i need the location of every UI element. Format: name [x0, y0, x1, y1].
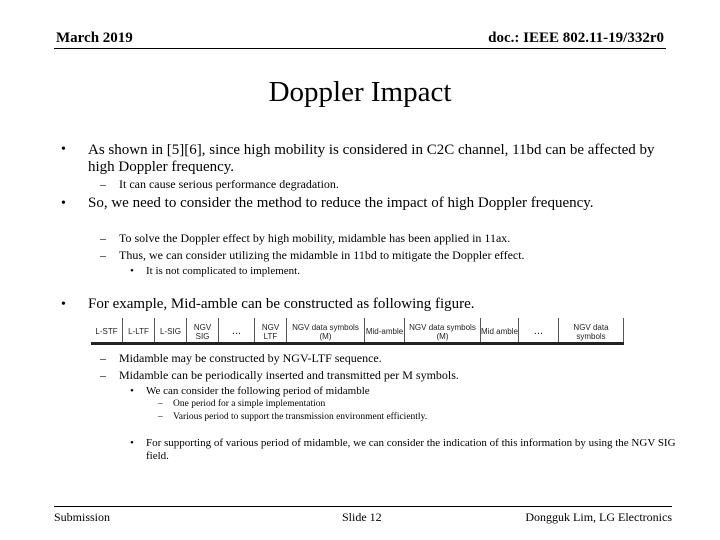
bullet-2-sub-2: Thus, we can consider utilizing the midamble in 11bd to mitigate the Doppler effect. — [119, 248, 525, 262]
bullet-marker: • — [130, 437, 134, 449]
bullet-3-sub4-2: Various period to support the transmission environment efficiently. — [173, 412, 428, 422]
bullet-3-sub3-2: For supporting of various period of midamble, we can consider the indication of this information by using the NGV SIG field. — [146, 437, 676, 462]
field-l-ltf: L-LTF — [123, 318, 155, 345]
dash-marker: – — [158, 412, 163, 422]
bullet-1-text: As shown in [5][6], since high mobility is considered in C2C channel, 11bd can be affected by high Doppler frequency. — [88, 142, 655, 175]
bullet-marker: • — [61, 297, 66, 312]
dash-marker: – — [100, 368, 106, 382]
field-ellipsis: ... — [219, 318, 255, 345]
footer-rule — [54, 506, 672, 507]
bullet-1-sub-1: It can cause serious performance degradation. — [119, 177, 339, 191]
bullet-3-sub-2: Midamble can be periodically inserted and transmitted per M symbols. — [119, 368, 459, 382]
header-rule — [54, 48, 666, 49]
bullet-3-sub-1: Midamble may be constructed by NGV-LTF sequence. — [119, 351, 382, 365]
bullet-2-text: So, we need to consider the method to reduce the impact of high Doppler frequency. — [88, 195, 594, 211]
field-l-stf: L-STF — [91, 318, 123, 345]
dash-marker: – — [100, 177, 106, 191]
field-ngv-sig: NGV SIG — [187, 318, 219, 345]
page-title: Doppler Impact — [268, 76, 452, 108]
bullet-3-text: For example, Mid-amble can be constructed as following figure. — [88, 296, 475, 312]
field-ngv-ltf: NGV LTF — [255, 318, 287, 345]
dash-marker: – — [100, 231, 106, 245]
figure-base-line — [91, 342, 624, 345]
field-l-sig: L-SIG — [155, 318, 187, 345]
bullet-marker: • — [61, 196, 66, 211]
bullet-3-sub4-1: One period for a simple implementation — [173, 399, 326, 409]
field-midamble: Mid amble — [481, 318, 519, 345]
dash-marker: – — [100, 351, 106, 365]
field-ellipsis: ... — [519, 318, 559, 345]
bullet-marker: • — [61, 142, 66, 157]
footer-slide-number: Slide 12 — [342, 510, 382, 524]
bullet-3-sub3-1: We can consider the following period of midamble — [146, 385, 370, 397]
dash-marker: – — [158, 399, 163, 409]
field-midamble: Mid-amble — [365, 318, 405, 345]
header-date: March 2019 — [56, 30, 133, 46]
field-ngv-data: NGV data symbols — [559, 318, 624, 345]
footer-submission: Submission — [54, 510, 111, 524]
field-ngv-data: NGV data symbols (M) — [287, 318, 365, 345]
header-doc-id: doc.: IEEE 802.11-19/332r0 — [488, 30, 664, 46]
bullet-2-sub3-1: It is not complicated to implement. — [146, 265, 300, 277]
bullet-marker: • — [130, 385, 134, 397]
footer-author: Dongguk Lim, LG Electronics — [525, 510, 672, 524]
bullet-2-sub-1: To solve the Doppler effect by high mobility, midamble has been applied in 11ax. — [119, 231, 511, 245]
dash-marker: – — [100, 248, 106, 262]
bullet-marker: • — [130, 265, 134, 277]
midamble-frame-figure — [91, 318, 624, 345]
field-ngv-data: NGV data symbols (M) — [405, 318, 481, 345]
